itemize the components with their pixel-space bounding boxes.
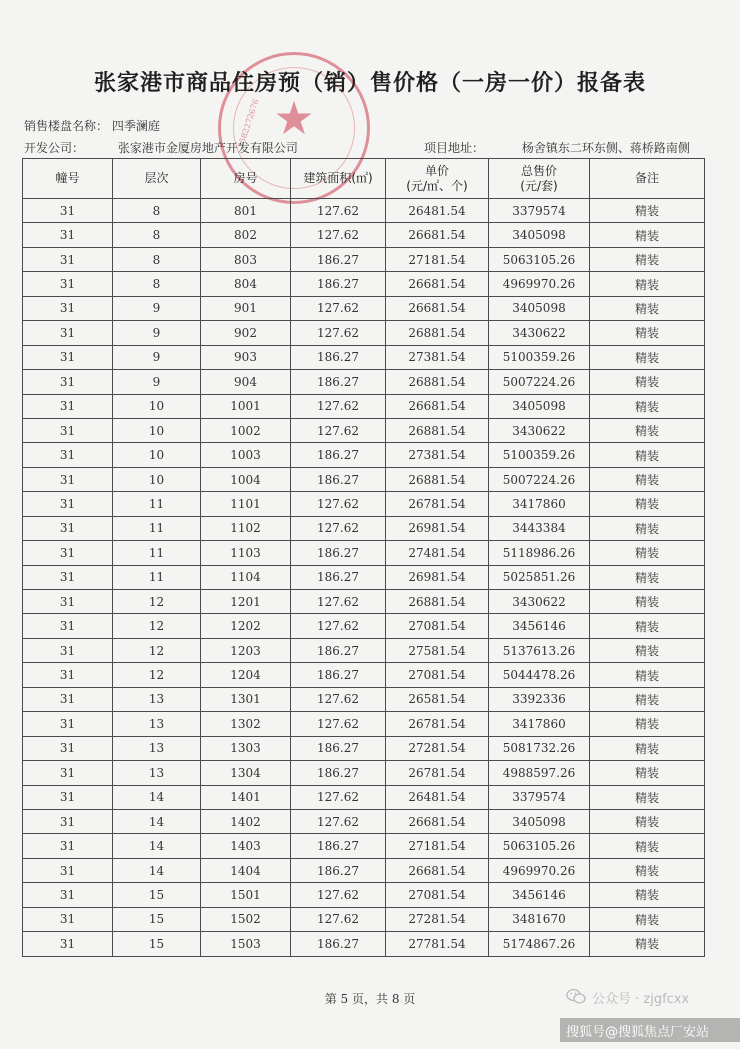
cell-area: 127.62 [291, 199, 386, 223]
cell-total-price: 5118986.26 [489, 541, 590, 565]
cell-total-price: 3405098 [489, 394, 590, 418]
cell-area: 186.27 [291, 370, 386, 394]
cell-building: 31 [23, 687, 113, 711]
cell-unit-price: 27081.54 [386, 883, 489, 907]
cell-remark: 精装 [590, 345, 705, 369]
table-row [23, 541, 705, 565]
cell-area: 186.27 [291, 565, 386, 589]
cell-remark: 精装 [590, 370, 705, 394]
cell-unit-price: 26681.54 [386, 858, 489, 882]
cell-unit-price: 27581.54 [386, 638, 489, 662]
table-row [23, 809, 705, 833]
cell-unit-price: 26781.54 [386, 712, 489, 736]
table-body [23, 199, 705, 957]
cell-building: 31 [23, 638, 113, 662]
table-row [23, 638, 705, 662]
table-row [23, 687, 705, 711]
cell-floor: 10 [113, 467, 201, 491]
cell-building: 31 [23, 932, 113, 956]
cell-floor: 10 [113, 418, 201, 442]
cell-total-price: 5063105.26 [489, 834, 590, 858]
cell-floor: 14 [113, 858, 201, 882]
cell-unit-price: 27281.54 [386, 907, 489, 931]
cell-area: 186.27 [291, 345, 386, 369]
table-row [23, 932, 705, 956]
cell-building: 31 [23, 590, 113, 614]
cell-floor: 15 [113, 907, 201, 931]
col-header-unit-price [386, 159, 489, 199]
cell-room: 1204 [201, 663, 291, 687]
cell-unit-price: 26681.54 [386, 223, 489, 247]
project-name-label: 销售楼盘名称： [24, 119, 109, 133]
cell-total-price: 3405098 [489, 223, 590, 247]
cell-floor: 8 [113, 199, 201, 223]
wechat-watermark: 公众号 · zjgfcxx [592, 992, 690, 1007]
page-number: 第 5 页，共 8 页 [324, 992, 416, 1006]
col-header-area: 建筑面积(㎡) [291, 159, 386, 199]
cell-building: 31 [23, 712, 113, 736]
cell-remark: 精装 [590, 663, 705, 687]
cell-unit-price: 26681.54 [386, 809, 489, 833]
cell-building: 31 [23, 394, 113, 418]
cell-remark: 精装 [590, 492, 705, 516]
table-row [23, 858, 705, 882]
sohu-caption: 搜狐号@搜狐焦点厂安站 [566, 1025, 710, 1040]
cell-total-price: 5063105.26 [489, 247, 590, 271]
cell-remark: 精装 [590, 785, 705, 809]
table-row [23, 614, 705, 638]
cell-room: 802 [201, 223, 291, 247]
cell-building: 31 [23, 223, 113, 247]
cell-remark: 精装 [590, 418, 705, 442]
table-row [23, 443, 705, 467]
cell-room: 1102 [201, 516, 291, 540]
cell-floor: 9 [113, 296, 201, 320]
cell-floor: 14 [113, 834, 201, 858]
cell-floor: 11 [113, 516, 201, 540]
table-row [23, 394, 705, 418]
cell-total-price: 3443384 [489, 516, 590, 540]
cell-unit-price: 26881.54 [386, 321, 489, 345]
cell-room: 1403 [201, 834, 291, 858]
cell-total-price: 3481670 [489, 907, 590, 931]
cell-floor: 15 [113, 883, 201, 907]
wechat-icon [566, 988, 586, 1005]
cell-building: 31 [23, 614, 113, 638]
cell-remark: 精装 [590, 321, 705, 345]
cell-building: 31 [23, 296, 113, 320]
table-row [23, 247, 705, 271]
cell-unit-price: 26981.54 [386, 565, 489, 589]
table-row [23, 272, 705, 296]
cell-floor: 8 [113, 272, 201, 296]
cell-area: 127.62 [291, 418, 386, 442]
cell-room: 1401 [201, 785, 291, 809]
page-title: 张家港市商品住房预（销）售价格（一房一价）报备表 [93, 71, 646, 96]
cell-building: 31 [23, 858, 113, 882]
cell-floor: 11 [113, 565, 201, 589]
cell-building: 31 [23, 370, 113, 394]
table-row [23, 663, 705, 687]
cell-remark: 精装 [590, 736, 705, 760]
cell-building: 31 [23, 492, 113, 516]
cell-unit-price: 26681.54 [386, 296, 489, 320]
cell-room: 1301 [201, 687, 291, 711]
cell-unit-price: 27781.54 [386, 932, 489, 956]
cell-remark: 精装 [590, 883, 705, 907]
cell-remark: 精装 [590, 712, 705, 736]
developer-row [24, 139, 298, 156]
cell-unit-price: 27081.54 [386, 663, 489, 687]
cell-remark: 精装 [590, 907, 705, 931]
cell-floor: 10 [113, 443, 201, 467]
cell-remark: 精装 [590, 932, 705, 956]
table-row [23, 418, 705, 442]
cell-floor: 13 [113, 761, 201, 785]
cell-room: 1402 [201, 809, 291, 833]
unit-price-header-line2: (元/㎡、个) [406, 178, 468, 193]
cell-room: 901 [201, 296, 291, 320]
table-row [23, 467, 705, 491]
cell-remark: 精装 [590, 590, 705, 614]
cell-remark: 精装 [590, 687, 705, 711]
cell-remark: 精装 [590, 761, 705, 785]
cell-total-price: 3379574 [489, 785, 590, 809]
cell-total-price: 4988597.26 [489, 761, 590, 785]
cell-unit-price: 27181.54 [386, 247, 489, 271]
cell-unit-price: 26681.54 [386, 394, 489, 418]
cell-room: 1404 [201, 858, 291, 882]
cell-floor: 11 [113, 492, 201, 516]
cell-area: 127.62 [291, 321, 386, 345]
cell-room: 1003 [201, 443, 291, 467]
cell-room: 801 [201, 199, 291, 223]
cell-building: 31 [23, 883, 113, 907]
developer-label: 开发公司： [24, 141, 85, 155]
cell-area: 186.27 [291, 272, 386, 296]
table-row [23, 761, 705, 785]
cell-total-price: 5137613.26 [489, 638, 590, 662]
cell-unit-price: 26481.54 [386, 199, 489, 223]
cell-area: 127.62 [291, 712, 386, 736]
cell-unit-price: 27381.54 [386, 443, 489, 467]
cell-building: 31 [23, 443, 113, 467]
cell-building: 31 [23, 541, 113, 565]
cell-area: 127.62 [291, 809, 386, 833]
cell-area: 186.27 [291, 467, 386, 491]
cell-total-price: 3392336 [489, 687, 590, 711]
cell-room: 1303 [201, 736, 291, 760]
cell-total-price: 5025851.26 [489, 565, 590, 589]
cell-building: 31 [23, 834, 113, 858]
cell-total-price: 3430622 [489, 590, 590, 614]
cell-remark: 精装 [590, 834, 705, 858]
table-row [23, 883, 705, 907]
cell-total-price: 5100359.26 [489, 443, 590, 467]
cell-building: 31 [23, 247, 113, 271]
cell-remark: 精装 [590, 272, 705, 296]
total-price-header-line2: (元/套) [520, 178, 558, 193]
cell-floor: 9 [113, 345, 201, 369]
cell-room: 804 [201, 272, 291, 296]
cell-building: 31 [23, 321, 113, 345]
cell-area: 186.27 [291, 541, 386, 565]
cell-floor: 13 [113, 712, 201, 736]
cell-remark: 精装 [590, 516, 705, 540]
cell-total-price: 3405098 [489, 809, 590, 833]
cell-building: 31 [23, 272, 113, 296]
cell-floor: 12 [113, 614, 201, 638]
cell-building: 31 [23, 809, 113, 833]
cell-total-price: 5100359.26 [489, 345, 590, 369]
cell-total-price: 5007224.26 [489, 370, 590, 394]
cell-building: 31 [23, 516, 113, 540]
price-table [22, 158, 705, 957]
table-row [23, 785, 705, 809]
table-row [23, 199, 705, 223]
cell-area: 186.27 [291, 932, 386, 956]
cell-remark: 精装 [590, 247, 705, 271]
cell-total-price: 3456146 [489, 614, 590, 638]
table-row [23, 321, 705, 345]
cell-area: 186.27 [291, 663, 386, 687]
seal-code: 3582272676 [236, 97, 261, 150]
table-row [23, 565, 705, 589]
cell-floor: 13 [113, 736, 201, 760]
developer-value: 张家港市金厦房地产开发有限公司 [117, 141, 298, 155]
cell-unit-price: 26481.54 [386, 785, 489, 809]
col-header-total-price [489, 159, 590, 199]
col-header-floor: 层次 [113, 159, 201, 199]
cell-building: 31 [23, 761, 113, 785]
cell-room: 803 [201, 247, 291, 271]
cell-unit-price: 26581.54 [386, 687, 489, 711]
col-header-room: 房号 [201, 159, 291, 199]
cell-area: 127.62 [291, 223, 386, 247]
table-row [23, 492, 705, 516]
cell-area: 127.62 [291, 785, 386, 809]
cell-unit-price: 26881.54 [386, 418, 489, 442]
cell-remark: 精装 [590, 809, 705, 833]
cell-floor: 12 [113, 590, 201, 614]
cell-total-price: 3417860 [489, 492, 590, 516]
table-header-row [23, 159, 705, 199]
unit-price-header-line1: 单价 [424, 163, 449, 178]
cell-area: 127.62 [291, 614, 386, 638]
cell-building: 31 [23, 418, 113, 442]
cell-area: 186.27 [291, 761, 386, 785]
cell-area: 127.62 [291, 883, 386, 907]
seal-star-icon: ★ [273, 91, 315, 145]
cell-unit-price: 26881.54 [386, 590, 489, 614]
cell-floor: 12 [113, 663, 201, 687]
cell-total-price: 3417860 [489, 712, 590, 736]
cell-floor: 15 [113, 932, 201, 956]
cell-room: 1503 [201, 932, 291, 956]
col-header-remark: 备注 [590, 159, 705, 199]
cell-building: 31 [23, 736, 113, 760]
cell-area: 186.27 [291, 736, 386, 760]
cell-remark: 精装 [590, 394, 705, 418]
project-name-row [24, 117, 160, 134]
cell-area: 127.62 [291, 516, 386, 540]
cell-room: 1103 [201, 541, 291, 565]
address-label: 项目地址： [424, 141, 485, 155]
cell-remark: 精装 [590, 296, 705, 320]
cell-floor: 8 [113, 223, 201, 247]
cell-room: 1002 [201, 418, 291, 442]
cell-remark: 精装 [590, 541, 705, 565]
cell-building: 31 [23, 199, 113, 223]
table-row [23, 370, 705, 394]
cell-room: 1202 [201, 614, 291, 638]
table-row [23, 516, 705, 540]
cell-total-price: 4969970.26 [489, 272, 590, 296]
cell-remark: 精装 [590, 443, 705, 467]
cell-area: 186.27 [291, 443, 386, 467]
cell-building: 31 [23, 467, 113, 491]
table-row [23, 590, 705, 614]
cell-total-price: 4969970.26 [489, 858, 590, 882]
table-row [23, 834, 705, 858]
table-row [23, 736, 705, 760]
cell-total-price: 5044478.26 [489, 663, 590, 687]
cell-unit-price: 26881.54 [386, 370, 489, 394]
cell-total-price: 3379574 [489, 199, 590, 223]
cell-remark: 精装 [590, 565, 705, 589]
cell-unit-price: 26981.54 [386, 516, 489, 540]
cell-unit-price: 27481.54 [386, 541, 489, 565]
cell-unit-price: 27281.54 [386, 736, 489, 760]
cell-total-price: 5081732.26 [489, 736, 590, 760]
cell-area: 127.62 [291, 492, 386, 516]
cell-room: 1304 [201, 761, 291, 785]
total-price-header-line1: 总售价 [520, 163, 557, 178]
cell-remark: 精装 [590, 638, 705, 662]
cell-floor: 9 [113, 370, 201, 394]
table-row [23, 296, 705, 320]
cell-unit-price: 26681.54 [386, 272, 489, 296]
cell-building: 31 [23, 565, 113, 589]
cell-unit-price: 26781.54 [386, 492, 489, 516]
cell-area: 186.27 [291, 638, 386, 662]
cell-room: 1201 [201, 590, 291, 614]
cell-floor: 14 [113, 785, 201, 809]
cell-room: 1502 [201, 907, 291, 931]
cell-area: 127.62 [291, 687, 386, 711]
cell-area: 127.62 [291, 296, 386, 320]
cell-unit-price: 27081.54 [386, 614, 489, 638]
cell-remark: 精装 [590, 223, 705, 247]
cell-total-price: 3430622 [489, 418, 590, 442]
cell-room: 1501 [201, 883, 291, 907]
cell-total-price: 3405098 [489, 296, 590, 320]
cell-unit-price: 27181.54 [386, 834, 489, 858]
address-row [424, 139, 690, 156]
cell-room: 903 [201, 345, 291, 369]
cell-building: 31 [23, 785, 113, 809]
cell-floor: 9 [113, 321, 201, 345]
cell-area: 127.62 [291, 590, 386, 614]
cell-building: 31 [23, 663, 113, 687]
cell-unit-price: 26881.54 [386, 467, 489, 491]
table-row [23, 712, 705, 736]
cell-room: 1001 [201, 394, 291, 418]
cell-remark: 精装 [590, 614, 705, 638]
cell-unit-price: 26781.54 [386, 761, 489, 785]
cell-floor: 8 [113, 247, 201, 271]
cell-total-price: 3430622 [489, 321, 590, 345]
cell-total-price: 5007224.26 [489, 467, 590, 491]
cell-area: 186.27 [291, 834, 386, 858]
cell-floor: 14 [113, 809, 201, 833]
cell-remark: 精装 [590, 858, 705, 882]
cell-room: 904 [201, 370, 291, 394]
table-row [23, 223, 705, 247]
cell-total-price: 5174867.26 [489, 932, 590, 956]
cell-floor: 12 [113, 638, 201, 662]
col-header-building: 幢号 [23, 159, 113, 199]
cell-room: 1004 [201, 467, 291, 491]
address-value: 杨舍镇东二环东侧、蒋桥路南侧 [521, 141, 690, 155]
cell-floor: 13 [113, 687, 201, 711]
cell-total-price: 3456146 [489, 883, 590, 907]
table-row [23, 907, 705, 931]
cell-remark: 精装 [590, 467, 705, 491]
cell-unit-price: 27381.54 [386, 345, 489, 369]
cell-floor: 11 [113, 541, 201, 565]
cell-area: 186.27 [291, 858, 386, 882]
cell-area: 127.62 [291, 394, 386, 418]
cell-area: 127.62 [291, 907, 386, 931]
cell-room: 1302 [201, 712, 291, 736]
cell-building: 31 [23, 907, 113, 931]
table-row [23, 345, 705, 369]
cell-floor: 10 [113, 394, 201, 418]
cell-area: 186.27 [291, 247, 386, 271]
cell-room: 1203 [201, 638, 291, 662]
cell-remark: 精装 [590, 199, 705, 223]
cell-room: 902 [201, 321, 291, 345]
project-name-value: 四季澜庭 [111, 119, 160, 133]
cell-room: 1101 [201, 492, 291, 516]
cell-building: 31 [23, 345, 113, 369]
cell-room: 1104 [201, 565, 291, 589]
